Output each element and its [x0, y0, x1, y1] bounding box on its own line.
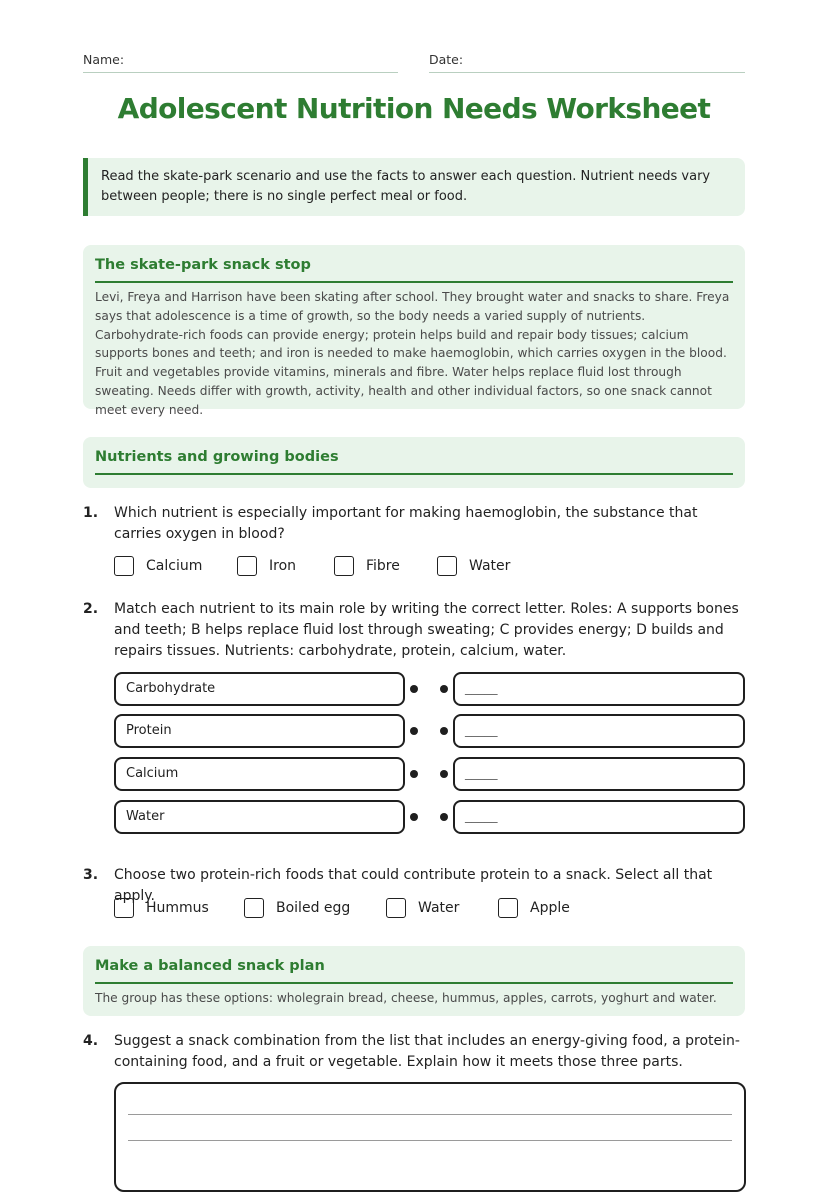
page-title: Adolescent Nutrition Needs Worksheet: [117, 92, 711, 125]
question-2: [83, 599, 745, 665]
question-4-number: 4.: [83, 1033, 99, 1049]
question-3-options: [114, 898, 594, 922]
match-answer-field[interactable]: _____: [453, 714, 745, 748]
nutrients-section: [83, 437, 745, 488]
match-nutrient: Calcium: [114, 757, 405, 791]
checkbox[interactable]: [114, 898, 134, 918]
header-fields: [83, 52, 745, 74]
question-4-text: Suggest a snack combination from the list that includes an energy-giving food, a protein-containing food, and a fruit or vegetable. Explain how it meets those three parts.: [114, 1033, 740, 1070]
question-1: [83, 503, 745, 547]
match-nutrient: Water: [114, 800, 405, 834]
question-3: [83, 865, 745, 904]
match-dot[interactable]: [440, 685, 448, 693]
checkbox[interactable]: [114, 556, 134, 576]
answer-line: [128, 1140, 732, 1141]
nutrients-heading: Nutrients and growing bodies: [95, 447, 733, 475]
question-1-options: [114, 556, 554, 580]
checkbox[interactable]: [386, 898, 406, 918]
question-1-number: 1.: [83, 505, 99, 521]
match-dot[interactable]: [440, 727, 448, 735]
date-field[interactable]: [429, 52, 745, 73]
snack-plan-heading: Make a balanced snack plan: [95, 956, 733, 984]
checkbox[interactable]: [334, 556, 354, 576]
match-answer-field[interactable]: _____: [453, 800, 745, 834]
match-answer-field[interactable]: _____: [453, 672, 745, 706]
option-label: Iron: [269, 558, 297, 574]
checkbox[interactable]: [437, 556, 457, 576]
question-3-number: 3.: [83, 867, 99, 883]
match-dot[interactable]: [410, 727, 418, 735]
match-nutrient: Protein: [114, 714, 405, 748]
scenario-section: [83, 245, 745, 417]
instructions-callout: Read the skate-park scenario and use the facts to answer each question. Nutrient needs vary between people; there is no single perfect meal or food.: [83, 158, 745, 216]
scenario-heading: The skate-park snack stop: [95, 255, 733, 283]
question-2-text: Match each nutrient to its main role by writing the correct letter. Roles: A supports bones and teeth; B helps replace fluid lost through sweating; C provides energy; D builds and repairs tissues. Nutrients: carbohydrate, protein, calcium, water.: [114, 601, 739, 659]
snack-plan-section: [83, 946, 745, 1016]
match-dot[interactable]: [440, 813, 448, 821]
option-label: Water: [469, 558, 511, 574]
option-label: Apple: [530, 900, 570, 916]
checkbox[interactable]: [498, 898, 518, 918]
option-label: Water: [418, 900, 460, 916]
question-4: [83, 1031, 745, 1075]
match-row: [114, 800, 746, 834]
match-dot[interactable]: [410, 813, 418, 821]
checkbox[interactable]: [237, 556, 257, 576]
match-answer-field[interactable]: _____: [453, 757, 745, 791]
option-label: Hummus: [146, 900, 209, 916]
question-3-text: Choose two protein-rich foods that could contribute protein to a snack. Select all that apply.: [114, 867, 713, 904]
match-dot[interactable]: [410, 685, 418, 693]
match-row: [114, 714, 746, 748]
question-4-answer-area[interactable]: [114, 1082, 746, 1192]
option-label: Calcium: [146, 558, 203, 574]
date-label: Date:: [429, 52, 464, 67]
match-row: [114, 672, 746, 706]
option-label: Fibre: [366, 558, 400, 574]
match-nutrient: Carbohydrate: [114, 672, 405, 706]
question-1-text: Which nutrient is especially important for making haemoglobin, the substance that carries oxygen in blood?: [114, 505, 698, 542]
checkbox[interactable]: [244, 898, 264, 918]
answer-line: [128, 1114, 732, 1115]
match-row: [114, 757, 746, 791]
match-dot[interactable]: [440, 770, 448, 778]
snack-plan-body: The group has these options: wholegrain bread, cheese, hummus, apples, carrots, yoghurt and water.: [95, 991, 717, 1005]
match-dot[interactable]: [410, 770, 418, 778]
option-label: Boiled egg: [276, 900, 351, 916]
scenario-body: Levi, Freya and Harrison have been skating after school. They brought water and snacks to share. Freya says that adolescence is a time of growth, so the body needs a varied supply of nutrients. Carbohydrate-rich foods can provide energy; protein helps build and repair body tissues; calcium supports bones and teeth; and iron is needed to make haemoglobin, which carries oxygen in the blood. Fruit and vegetables provide vitamins, minerals and fibre. Water helps replace fluid lost through sweating. Needs differ with growth, activity, health and other individual factors, so one snack cannot meet every need.: [95, 290, 730, 417]
name-label: Name:: [83, 52, 125, 67]
name-field[interactable]: [83, 52, 398, 73]
question-2-number: 2.: [83, 601, 99, 617]
